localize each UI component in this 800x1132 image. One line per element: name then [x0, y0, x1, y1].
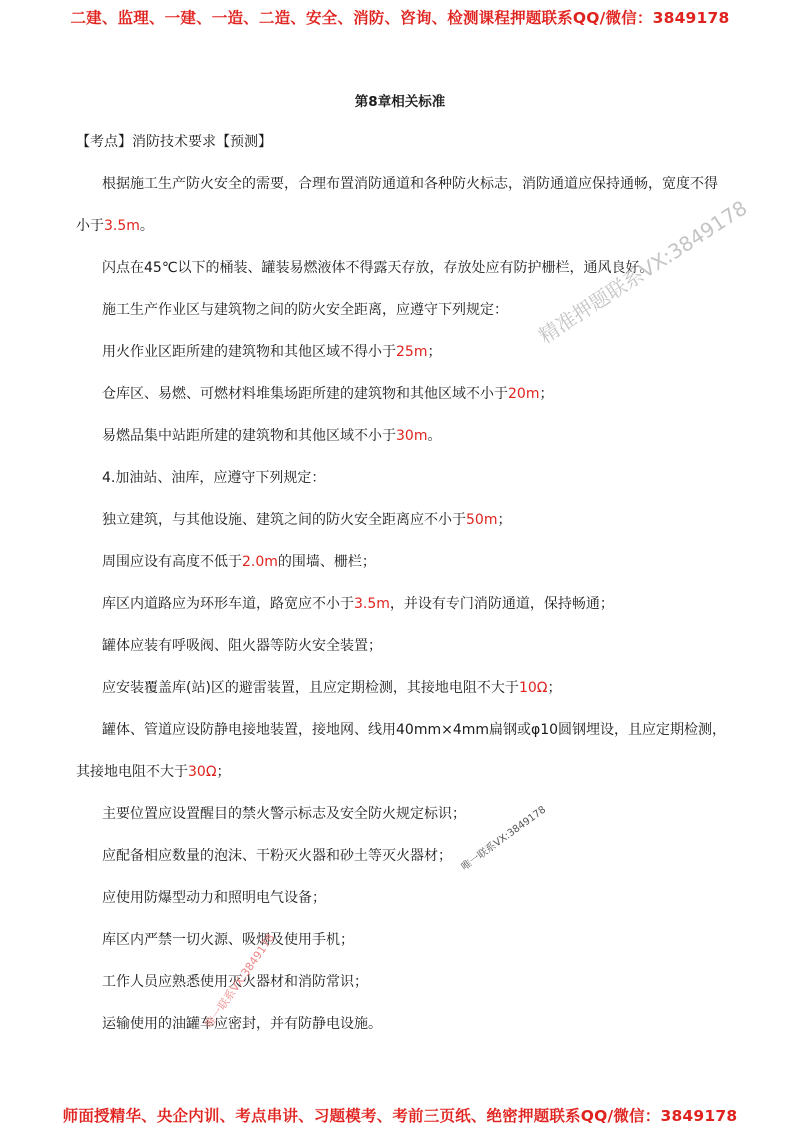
text: 工作人员应熟悉使用灭火器材和消防常识； — [102, 974, 368, 990]
text: ； — [216, 764, 231, 780]
paragraph-line — [102, 930, 354, 950]
text: 周围应设有高度不低于 — [102, 554, 242, 570]
watermark: 精准押题联系VX:3849178 — [534, 195, 752, 349]
text: 应安装覆盖库(站)区的避雷装置，且应定期检测，其接地电阻不大于 — [102, 680, 519, 696]
text: ； — [539, 386, 554, 402]
paragraph-line — [102, 594, 614, 614]
text: 罐体、管道应设防静电接地装置，接地网、线用40mm×4mm扁钢或φ10圆钢埋设，且应定期检测， — [102, 722, 727, 738]
topic-line — [76, 132, 272, 152]
text: 独立建筑，与其他设施、建筑之间的防火安全距离应不小于 — [102, 512, 466, 528]
text: 闪点在45℃以下的桶装、罐装易燃液体不得露天存放，存放处应有防护栅栏，通风良好。 — [102, 260, 654, 276]
paragraph-line — [76, 762, 231, 782]
text: 。 — [139, 218, 154, 234]
paragraph-line — [102, 342, 441, 362]
header-banner: 二建、监理、一建、一造、二造、安全、消防、咨询、检测课程押题联系QQ/微信：3849178 — [70, 9, 730, 27]
text: 运输使用的油罐车应密封，并有防静电设施。 — [102, 1016, 382, 1032]
text: 库区内严禁一切火源、吸烟及使用手机； — [102, 932, 354, 948]
topic-text: 【考点】消防技术要求【预测】 — [76, 134, 272, 150]
paragraph-line — [102, 1014, 382, 1034]
text: 用火作业区距所建的建筑物和其他区域不得小于 — [102, 344, 396, 360]
text: 库区内道路应为环形车道，路宽应不小于 — [102, 596, 354, 612]
paragraph-line — [102, 846, 452, 866]
text: 仓库区、易燃、可燃材料堆集场距所建的建筑物和其他区域不小于 — [102, 386, 508, 402]
paragraph-line — [102, 510, 511, 530]
paragraph-line — [102, 468, 325, 488]
highlight-value: 50m — [466, 512, 498, 528]
text: ，并设有专门消防通道，保持畅通； — [389, 596, 614, 612]
watermark: 唯一联系VX:3849178 — [202, 931, 278, 1031]
highlight-value: 3.5m — [104, 218, 140, 234]
highlight-value: 10Ω — [518, 680, 548, 696]
highlight-value: 30Ω — [188, 764, 217, 780]
text: 其接地电阻不大于 — [76, 764, 188, 780]
paragraph-line — [102, 174, 718, 194]
highlight-value: 30m — [396, 428, 428, 444]
paragraph-line — [102, 552, 376, 572]
paragraph-line — [102, 300, 508, 320]
paragraph-line — [102, 720, 726, 740]
text: 应配备相应数量的泡沫、干粉灭火器和砂土等灭火器材； — [102, 848, 452, 864]
highlight-value: 20m — [508, 386, 540, 402]
text: 应使用防爆型动力和照明电气设备； — [102, 890, 326, 906]
highlight-value: 25m — [396, 344, 428, 360]
paragraph-line — [102, 636, 382, 656]
text: ； — [427, 344, 442, 360]
paragraph-line — [102, 888, 326, 908]
paragraph-line — [102, 384, 553, 404]
watermark: 唯一联系VX:3849178 — [459, 804, 549, 873]
highlight-value: 3.5m — [354, 596, 390, 612]
paragraph-line — [102, 258, 654, 278]
paragraph-line — [102, 804, 466, 824]
footer-banner: 师面授精华、央企内训、考点串讲、习题模考、考前三页纸、绝密押题联系QQ/微信：3849178 — [62, 1107, 738, 1125]
paragraph-line — [102, 426, 441, 446]
chapter-title: 第8章相关标准 — [354, 94, 446, 110]
text: 主要位置应设置醒目的禁火警示标志及安全防火规定标识； — [102, 806, 466, 822]
text: 。 — [427, 428, 442, 444]
text: 的围墙、栅栏； — [277, 554, 376, 570]
paragraph-line — [76, 216, 154, 236]
text: ； — [497, 512, 512, 528]
text: ； — [547, 680, 562, 696]
text: 小于 — [76, 218, 104, 234]
text: 4.加油站、油库，应遵守下列规定： — [102, 470, 326, 486]
highlight-value: 2.0m — [242, 554, 278, 570]
text: 易燃品集中站距所建的建筑物和其他区域不小于 — [102, 428, 396, 444]
text: 根据施工生产防火安全的需要，合理布置消防通道和各种防火标志，消防通道应保持通畅，宽度不得 — [102, 176, 718, 192]
text: 施工生产作业区与建筑物之间的防火安全距离，应遵守下列规定： — [102, 302, 508, 318]
text: 罐体应装有呼吸阀、阻火器等防火安全装置； — [102, 638, 382, 654]
paragraph-line — [102, 678, 561, 698]
